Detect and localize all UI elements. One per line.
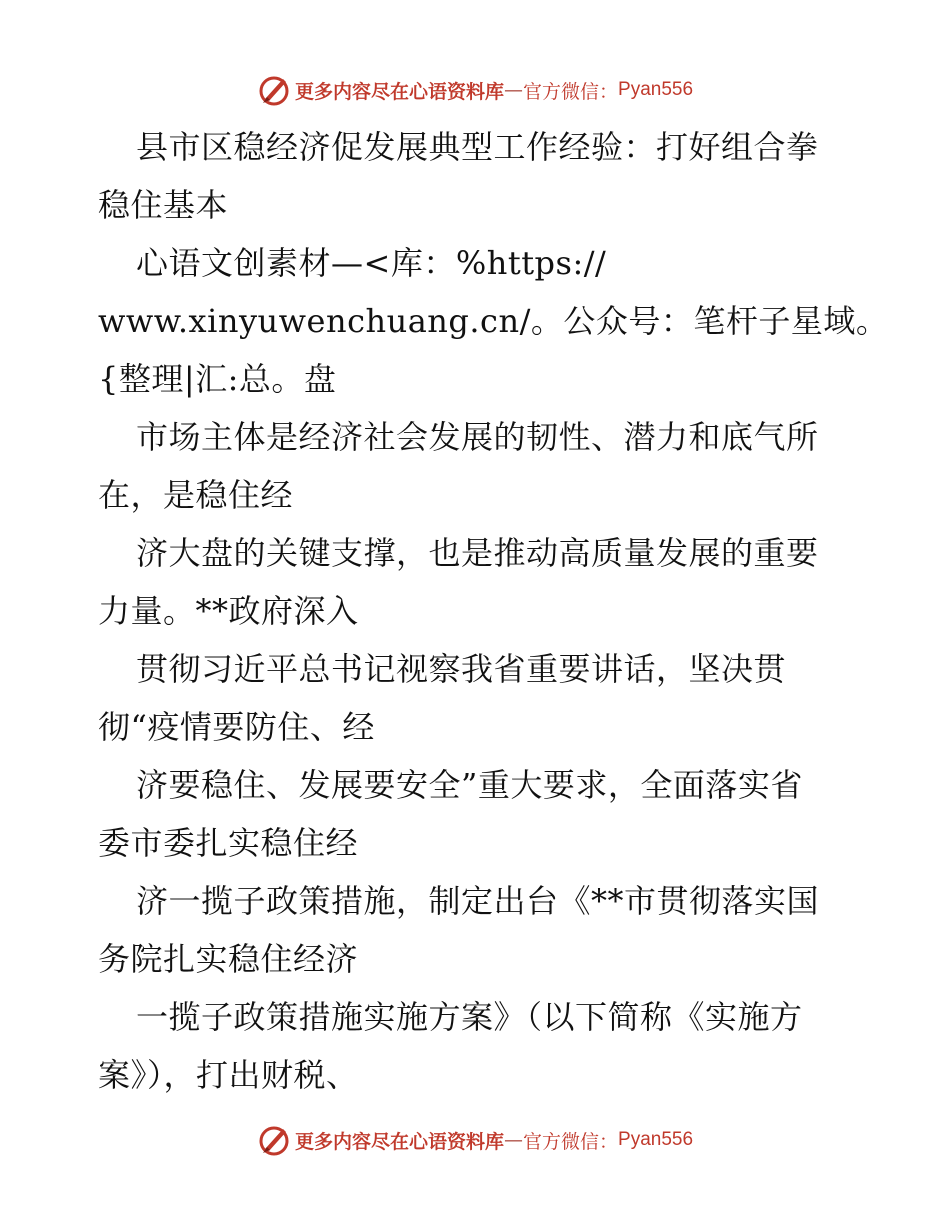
banner-wechat-id: Pyan556 xyxy=(618,1129,694,1150)
paragraph-body xyxy=(98,524,858,640)
text-line: 彻“疫情要防住、经 xyxy=(98,708,375,746)
footer-watermark-banner xyxy=(0,1120,950,1160)
paragraph-body xyxy=(98,756,858,872)
text-line: 委市委扎实稳住经 xyxy=(98,824,359,862)
text-line: 市场主体是经济社会发展的韧性、潜力和底气所 xyxy=(136,418,819,456)
text-line: 济一揽子政策措施，制定出台《**市贯彻落实国 xyxy=(136,882,820,920)
text-line: 稳住基本 xyxy=(98,186,229,224)
quill-pen-logo-icon xyxy=(257,73,291,107)
document-body xyxy=(98,118,889,1104)
banner-separator: — xyxy=(503,79,523,101)
header-watermark-banner xyxy=(0,70,950,110)
paragraph-body xyxy=(98,640,858,756)
banner-colon: ： xyxy=(599,80,619,103)
paragraph-body xyxy=(98,408,858,524)
text-line: 济大盘的关键支撑，也是推动高质量发展的重要 xyxy=(136,534,819,572)
quill-pen-logo-icon xyxy=(257,1123,291,1157)
banner-brand-text: 更多内容尽在心语资料库 xyxy=(294,80,504,103)
text-line: 县市区稳经济促发展典型工作经验：打好组合拳 xyxy=(136,128,819,166)
banner-colon: ： xyxy=(599,1130,619,1153)
paragraph-source xyxy=(98,234,889,408)
text-line: 贯彻习近平总书记视察我省重要讲话，坚决贯 xyxy=(136,650,787,688)
paragraph-body xyxy=(98,988,858,1104)
text-line: 在，是稳住经 xyxy=(98,476,294,514)
text-line: 务院扎实稳住经济 xyxy=(98,940,359,978)
text-line: 济要稳住、发展要安全”重大要求，全面落实省 xyxy=(136,766,803,804)
text-line: www.xinyuwenchuang.cn/。公众号：笔杆子星域。 xyxy=(98,302,889,340)
banner-wechat-id: Pyan556 xyxy=(618,79,694,100)
banner-brand-text: 更多内容尽在心语资料库 xyxy=(294,1130,504,1153)
banner-wechat-label: 官方微信 xyxy=(522,80,599,103)
paragraph-title xyxy=(98,118,858,234)
text-line: 心语文创素材—<库：%https:// xyxy=(136,244,607,282)
text-line: 一揽子政策措施实施方案》（以下简称《实施方 xyxy=(136,998,803,1036)
paragraph-body xyxy=(98,872,858,988)
text-line: 力量。**政府深入 xyxy=(98,592,359,630)
banner-separator: — xyxy=(503,1129,523,1151)
banner-wechat-label: 官方微信 xyxy=(522,1130,599,1153)
text-line: 案》），打出财税、 xyxy=(98,1056,359,1094)
text-line: {整理|汇:总。盘 xyxy=(98,360,337,398)
